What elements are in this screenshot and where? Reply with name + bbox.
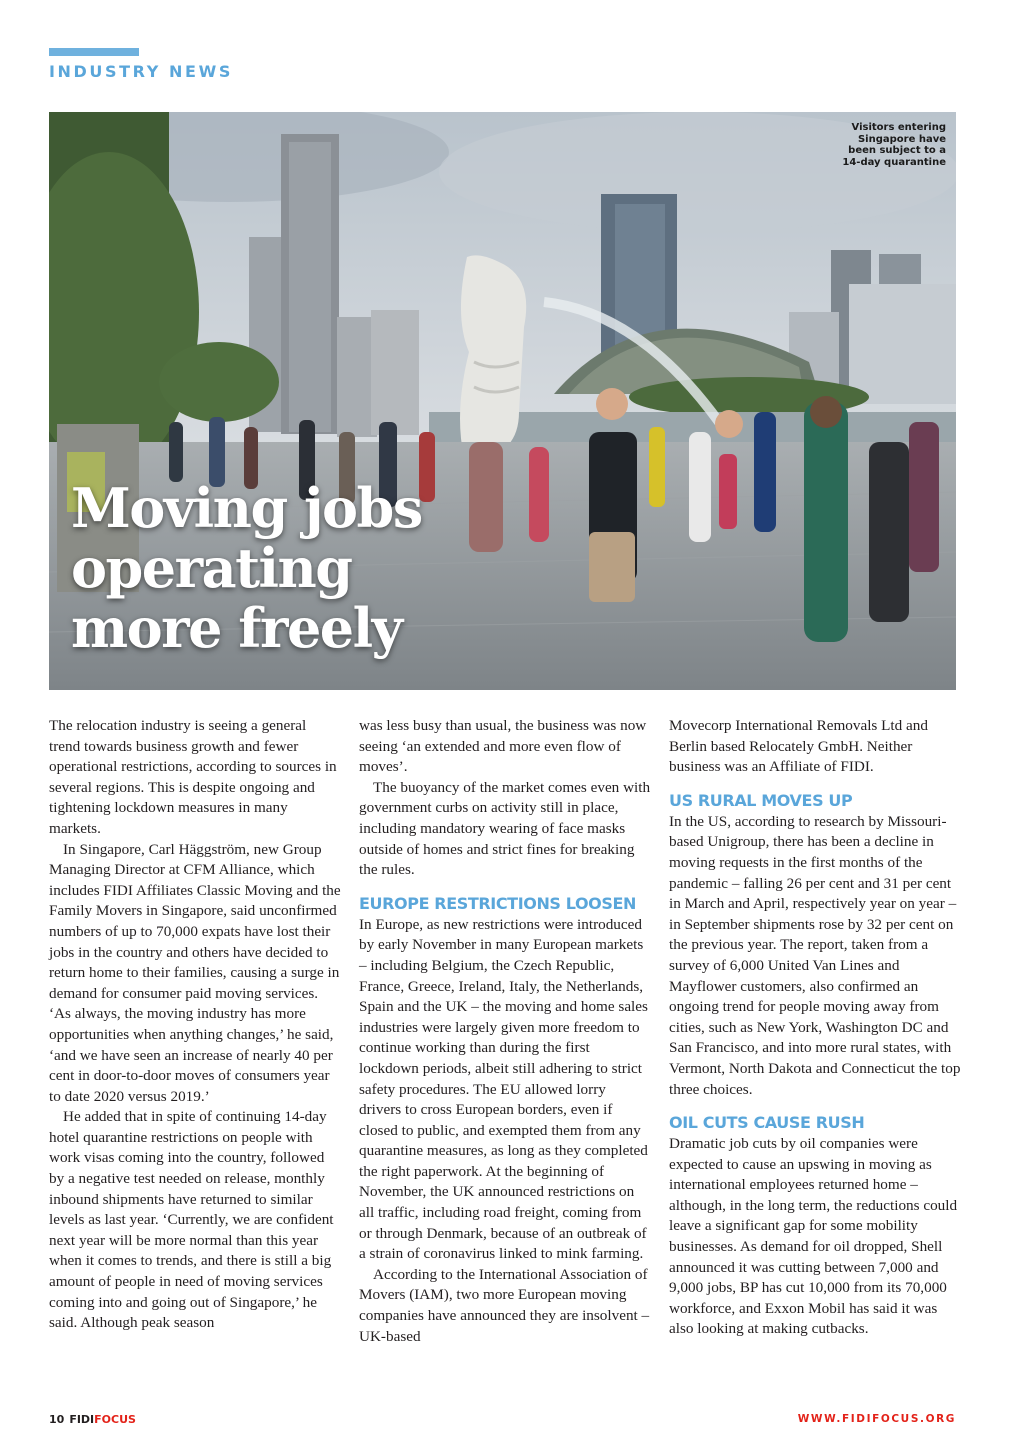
page-number: 10 [49,1413,65,1426]
headline-line-3: more freely [71,596,402,660]
paragraph: Movecorp International Removals Ltd and Berlin based Relocately GmbH. Neither business was an Affiliate of FIDI. [669,717,928,776]
brand-fidi: FIDI [69,1413,95,1426]
footer-folio [49,1413,136,1426]
paragraph: In Europe, as new restrictions were introduced by early November in many European markets – including Belgium, the Czech Republic, France, Greece, Ireland, Italy, the Netherlands, Spain and the UK – the moving and home sales industries were largely given more freedom to continue working than during the first lockdown periods, albeit still adhering to strict safety procedures. The EU allowed lorry drivers to cross European borders, even if closed to public, and exempted them from any quarantine measures, as long as they completed the right paperwork. At the beginning of November, the UK announced restrictions on all traffic, including road freight, coming from or through Denmark, because of an outbreak of a strain of coronavirus linked to mink farming. [359,915,648,1263]
paragraph: Dramatic job cuts by oil companies were expected to cause an upswing in moving as international employees returned home – although, in the long term, the reductions could leave a significant gap for some mobility businesses. As demand for oil dropped, Shell announced it was cutting between 7,000 and 9,000 jobs, BP has cut 10,000 from its 70,000 workforce, and Exxon Mobil has said it was also looking at making cutbacks. [669,1135,958,1338]
footer-website-link[interactable]: WWW.FIDIFOCUS.ORG [797,1413,956,1425]
section-accent-bar [49,48,139,56]
subheading-us: US RURAL MOVES UP [669,790,853,810]
paragraph: In Singapore, Carl Häggström, new Group Managing Director at CFM Alliance, which includes FIDI Affiliates Classic Moving and the Family Movers in Singapore, said unconfirmed numbers of up to 70,000 expats have lost their jobs in the country and others have decided to return home to their families, causing a surge in demand for consumer paid moving services. ‘As always, the moving industry has more opportunities when anything changes,’ he said, ‘and we have seen an increase of nearly 40 per cent in door-to-door moves of consumers year to date 2020 versus 2019.’ [49,840,341,1105]
article-column-3 [669,716,961,1340]
paragraph: was less busy than usual, the business was now seeing ‘an extended and more even flow of moves’. [359,717,647,776]
paragraph: The buoyancy of the market comes even with government curbs on activity still in place, including mandatory wearing of face masks outside of homes and strict fines for breaking the rules. [359,778,651,879]
section-label: INDUSTRY NEWS [49,62,233,81]
paragraph: He added that in spite of continuing 14-day hotel quarantine restrictions on people with work visas coming into the country, followed by a negative test needed on release, monthly inbound shipments have returned to similar levels as last year. ‘Currently, we are confident next year will be more normal than this year when it comes to trends, and there is still a big amount of people in need of moving services coming into and going out of Singapore,’ he said. Although peak season [49,1108,334,1332]
subheading-oil: OIL CUTS CAUSE RUSH [669,1113,865,1133]
headline-line-2: operating [71,536,352,600]
headline [71,478,422,658]
subheading-europe: EUROPE RESTRICTIONS LOOSEN [359,893,636,913]
hero-photo [49,112,956,690]
paragraph: The relocation industry is seeing a general trend towards business growth and fewer operational restrictions, according to sources in several regions. This is despite ongoing and tightening lockdown measures in many markets. [49,717,337,837]
article-column-2 [359,716,651,1347]
paragraph: According to the International Association of Movers (IAM), two more European moving companies have announced they are insolvent – UK-based [359,1265,650,1345]
paragraph: In the US, according to research by Missouri-based Unigroup, there has been a decline in moving requests in the first months of the pandemic – falling 26 per cent and 31 per cent in March and April, respectively year on year – in September shipments rose by 32 per cent on the previous year. The report, taken from a survey of 6,000 United Van Lines and Mayflower customers, also confirmed an ongoing trend for people moving away from cities, such as New York, Washington DC and San Francisco, and into more rural states, with Vermont, North Dakota and Connecticut the top three choices. [669,812,961,1098]
brand-focus: FOCUS [94,1413,136,1426]
headline-line-1: Moving jobs [71,476,422,540]
photo-caption: Visitors entering Singapore have been subject to a 14-day quarantine [842,122,946,168]
article-column-1 [49,716,341,1334]
